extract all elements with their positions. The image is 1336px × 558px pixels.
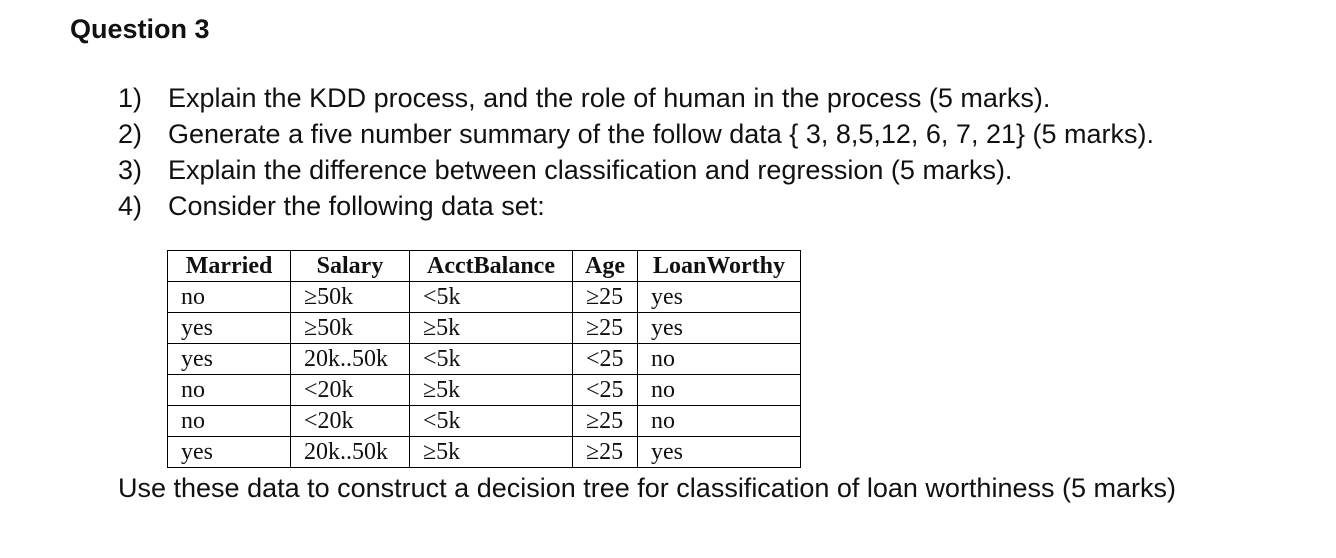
cell-loan-worthy: no (638, 406, 801, 437)
cell-age: <25 (573, 344, 638, 375)
question-item (118, 152, 1154, 188)
header-age: Age (573, 251, 638, 282)
cell-acct-balance: ≥5k (410, 437, 573, 468)
cell-salary: ≥50k (291, 282, 410, 313)
cell-salary: 20k..50k (291, 437, 410, 468)
cell-salary: <20k (291, 375, 410, 406)
header-married: Married (168, 251, 291, 282)
table-row (168, 344, 801, 375)
cell-married: no (168, 406, 291, 437)
cell-salary: 20k..50k (291, 344, 410, 375)
question-item (118, 116, 1154, 152)
question-text: Generate a five number summary of the follow data { 3, 8,5,12, 6, 7, 21} (5 marks). (168, 119, 1155, 149)
cell-acct-balance: <5k (410, 406, 573, 437)
decision-tree-instruction: Use these data to construct a decision tree for classification of loan worthiness (5 marks) (118, 473, 1176, 503)
question-heading: Question 3 (70, 14, 210, 44)
cell-married: yes (168, 344, 291, 375)
header-salary: Salary (291, 251, 410, 282)
question-number: 1) (118, 83, 143, 113)
question-number: 2) (118, 119, 143, 149)
cell-age: ≥25 (573, 406, 638, 437)
cell-married: yes (168, 437, 291, 468)
question-number: 4) (118, 191, 143, 221)
table-row (168, 313, 801, 344)
question-text: Consider the following data set: (168, 191, 545, 221)
cell-age: <25 (573, 375, 638, 406)
table-row (168, 282, 801, 313)
table-header-row (168, 251, 801, 282)
cell-acct-balance: ≥5k (410, 375, 573, 406)
question-text: Explain the difference between classification and regression (5 marks). (168, 155, 1013, 185)
cell-loan-worthy: yes (638, 282, 801, 313)
question-list (118, 80, 1154, 224)
cell-acct-balance: ≥5k (410, 313, 573, 344)
cell-married: no (168, 375, 291, 406)
cell-loan-worthy: no (638, 344, 801, 375)
cell-loan-worthy: yes (638, 313, 801, 344)
question-number: 3) (118, 155, 143, 185)
cell-loan-worthy: no (638, 375, 801, 406)
cell-married: no (168, 282, 291, 313)
question-item (118, 188, 1154, 224)
header-acct-balance: AcctBalance (410, 251, 573, 282)
question-text: Explain the KDD process, and the role of human in the process (5 marks). (168, 83, 1051, 113)
cell-acct-balance: <5k (410, 282, 573, 313)
cell-loan-worthy: yes (638, 437, 801, 468)
cell-acct-balance: <5k (410, 344, 573, 375)
table-row (168, 406, 801, 437)
question-item (118, 80, 1154, 116)
cell-salary: <20k (291, 406, 410, 437)
cell-salary: ≥50k (291, 313, 410, 344)
table-row (168, 375, 801, 406)
cell-age: ≥25 (573, 313, 638, 344)
cell-age: ≥25 (573, 437, 638, 468)
table-row (168, 437, 801, 468)
cell-married: yes (168, 313, 291, 344)
header-loan-worthy: LoanWorthy (638, 251, 801, 282)
loan-data-table (167, 250, 801, 468)
cell-age: ≥25 (573, 282, 638, 313)
